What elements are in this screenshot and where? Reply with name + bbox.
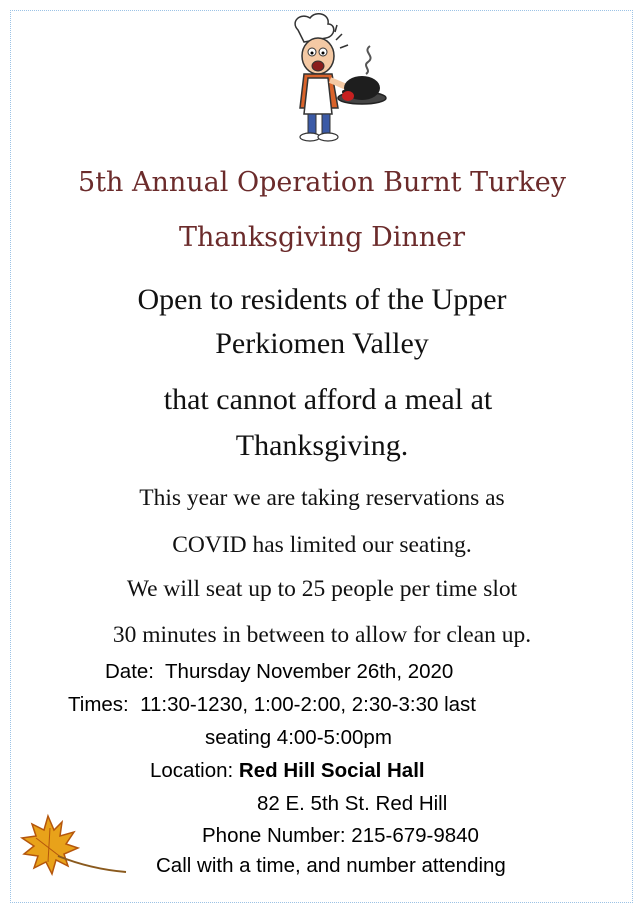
- notice-line-4: 30 minutes in between to allow for clean up.: [112, 622, 532, 648]
- intro-line-2: Perkiomen Valley: [215, 327, 429, 360]
- location-value: Red Hill Social Hall: [238, 759, 425, 782]
- phone-value: 215-679-9840: [351, 824, 479, 847]
- event-title: 5th Annual Operation Burnt Turkey: [78, 167, 566, 198]
- times-label: Times:: [68, 693, 129, 716]
- chef-with-burnt-turkey-icon: [280, 12, 390, 144]
- date-value: Thursday November 26th, 2020: [165, 660, 454, 683]
- event-subtitle: Thanksgiving Dinner: [178, 222, 466, 253]
- intro-line-1: Open to residents of the Upper: [137, 283, 507, 316]
- date-label: Date:: [105, 660, 154, 683]
- event-times: [68, 692, 476, 718]
- notice-line-3: We will seat up to 25 people per time slot: [126, 576, 518, 602]
- event-location: [150, 758, 425, 784]
- autumn-maple-leaf-icon: [18, 812, 130, 884]
- times-value-cont: seating 4:00-5:00pm: [205, 726, 392, 749]
- times-value: 11:30-1230, 1:00-2:00, 2:30-3:30 last: [140, 693, 476, 716]
- phone-label: Phone Number:: [202, 824, 346, 847]
- call-note: Call with a time, and number attending: [156, 854, 506, 877]
- intro-line-4: Thanksgiving.: [235, 429, 409, 462]
- notice-line-2: COVID has limited our seating.: [172, 532, 472, 558]
- intro-line-3: that cannot afford a meal at: [163, 383, 493, 416]
- event-phone: [202, 823, 479, 849]
- event-date: [105, 659, 453, 685]
- event-address: 82 E. 5th St. Red Hill: [257, 792, 448, 815]
- location-label: Location:: [150, 759, 234, 782]
- notice-line-1: This year we are taking reservations as: [139, 485, 505, 511]
